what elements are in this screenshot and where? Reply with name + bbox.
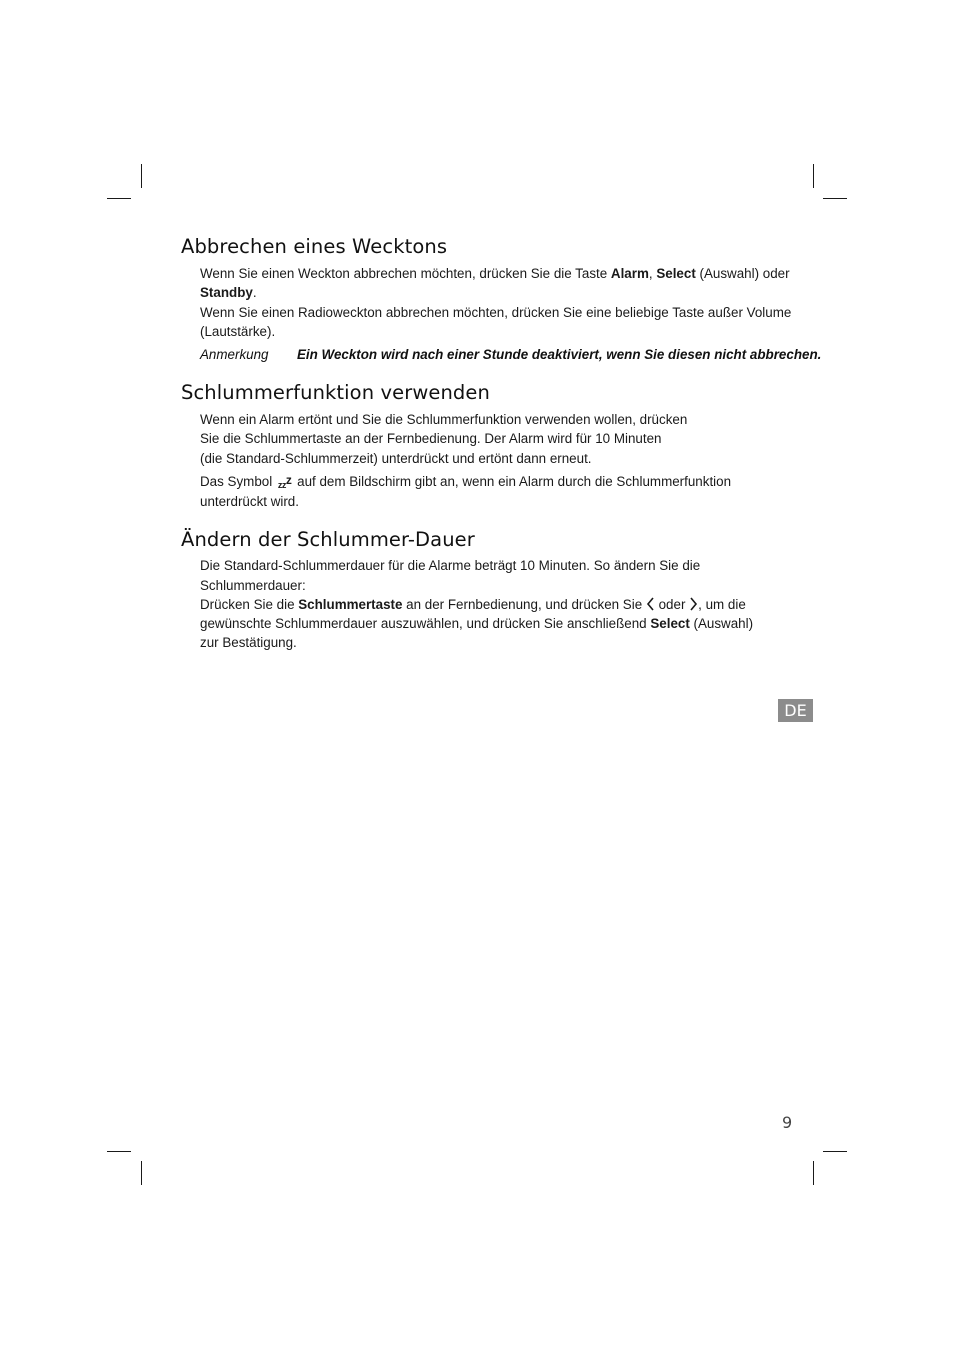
paragraph-line: Schlummerdauer: bbox=[200, 578, 306, 593]
paragraph-line: Wenn Sie einen Radioweckton abbrechen möchten, drücken Sie eine beliebige Taste außer Volume bbox=[200, 305, 792, 320]
paragraph-line: (Lautstärke). bbox=[200, 324, 276, 339]
paragraph-line: (die Standard-Schlummerzeit) unterdrückt und ertönt dann erneut. bbox=[200, 451, 592, 466]
paragraph-line: Die Standard-Schlummerdauer für die Alarme beträgt 10 Minuten. So ändern Sie die bbox=[200, 558, 701, 573]
note-text: Ein Weckton wird nach einer Stunde deaktiviert, wenn Sie diesen nicht abbrechen. bbox=[297, 347, 822, 362]
page-number: 9 bbox=[782, 1113, 793, 1132]
paragraph-line: gewünschte Schlummerdauer auszuwählen, und drücken Sie anschließend Select (Auswahl) bbox=[200, 616, 754, 631]
paragraph-line: unterdrückt wird. bbox=[200, 494, 299, 509]
crop-mark bbox=[141, 164, 142, 188]
crop-mark bbox=[813, 164, 814, 188]
paragraph-line: Sie die Schlummertaste an der Fernbedienung. Der Alarm wird für 10 Minuten bbox=[200, 431, 662, 446]
paragraph-line: Wenn Sie einen Weckton abbrechen möchten, drücken Sie die Taste Alarm, Select (Auswahl) oder bbox=[200, 266, 790, 281]
chevron-left-icon bbox=[646, 597, 655, 611]
section-heading-snooze: Schlummerfunktion verwenden bbox=[181, 381, 490, 404]
note-label: Anmerkung bbox=[200, 347, 269, 362]
crop-mark bbox=[813, 1161, 814, 1185]
chevron-right-icon bbox=[689, 597, 698, 611]
paragraph-line: zur Bestätigung. bbox=[200, 635, 297, 650]
crop-mark bbox=[107, 198, 131, 199]
language-badge: DE bbox=[778, 699, 813, 722]
crop-mark bbox=[141, 1161, 142, 1185]
snooze-icon: zzz bbox=[277, 473, 292, 490]
crop-mark bbox=[107, 1151, 131, 1152]
crop-mark bbox=[823, 198, 847, 199]
paragraph-line: Standby. bbox=[200, 285, 257, 300]
paragraph-line: Drücken Sie die Schlummertaste an der Fernbedienung, und drücken Sie oder , um die bbox=[200, 597, 746, 612]
paragraph-line: Wenn ein Alarm ertönt und Sie die Schlummerfunktion verwenden wollen, drücken bbox=[200, 412, 688, 427]
section-heading-change-snooze-duration: Ändern der Schlummer-Dauer bbox=[181, 528, 475, 551]
crop-mark bbox=[823, 1151, 847, 1152]
section-heading-cancel-alarm: Abbrechen eines Wecktons bbox=[181, 235, 448, 258]
paragraph-line: Das Symbol zzz auf dem Bildschirm gibt an, wenn ein Alarm durch die Schlummerfunktion bbox=[200, 472, 731, 493]
